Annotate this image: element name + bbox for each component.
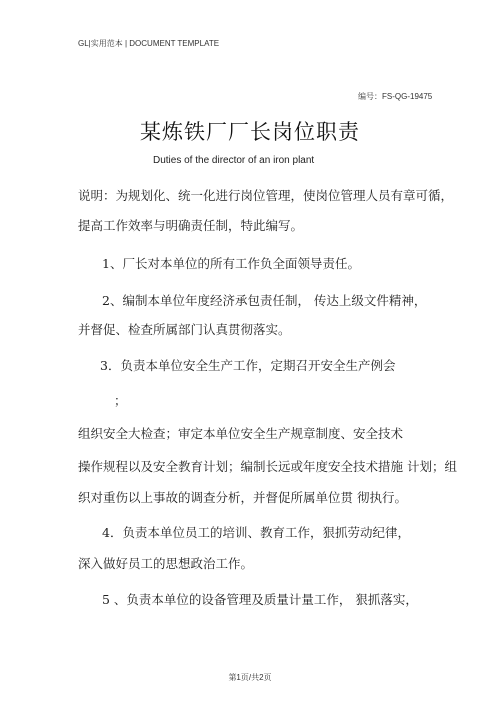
page-title: 某炼铁厂厂长岗位职责 [140, 120, 360, 144]
paragraph-line: 1、厂长对本单位的所有工作负全面领导责任。 [102, 256, 360, 271]
paragraph-line: 深入做好员工的思想政治工作。 [78, 556, 254, 571]
document-number: 编号：FS-QG-19475 [358, 92, 433, 101]
paragraph-line: ； [114, 393, 127, 408]
paragraph-line: 2、编制本单位年度经济承包责任制， 传达上级文件精神， [102, 293, 427, 308]
paragraph-line: 并督促、检查所属部门认真贯彻落实。 [78, 322, 291, 337]
paragraph-line: 说明：为规划化、统一化进行岗位管理，使岗位管理人员有章可循， [78, 188, 454, 203]
page-footer: 第1页/共2页 [228, 673, 272, 682]
paragraph-line: 3．负责本单位安全生产工作，定期召开安全生产例会 [100, 358, 396, 373]
paragraph-line: 4．负责本单位员工的培训、教育工作，狠抓劳动纪律， [102, 525, 410, 540]
paragraph-line: 提高工作效率与明确责任制，特此编写。 [78, 218, 304, 233]
document-header: GL|实用范本 | DOCUMENT TEMPLATE [78, 39, 220, 48]
paragraph-line: 5 、负责本单位的设备管理及质量计量工作， 狠抓落实， [102, 592, 418, 607]
paragraph-line: 操作规程以及安全教育计划；编制长远或年度安全技术措施 计划；组 [78, 459, 457, 474]
page-subtitle: Duties of the director of an iron plant [153, 155, 315, 166]
paragraph-line: 织对重伤以上事故的调查分析，并督促所属单位贯 彻执行。 [78, 490, 407, 505]
paragraph-line: 组织安全大检查；审定本单位安全生产规章制度、安全技术 [78, 426, 404, 441]
